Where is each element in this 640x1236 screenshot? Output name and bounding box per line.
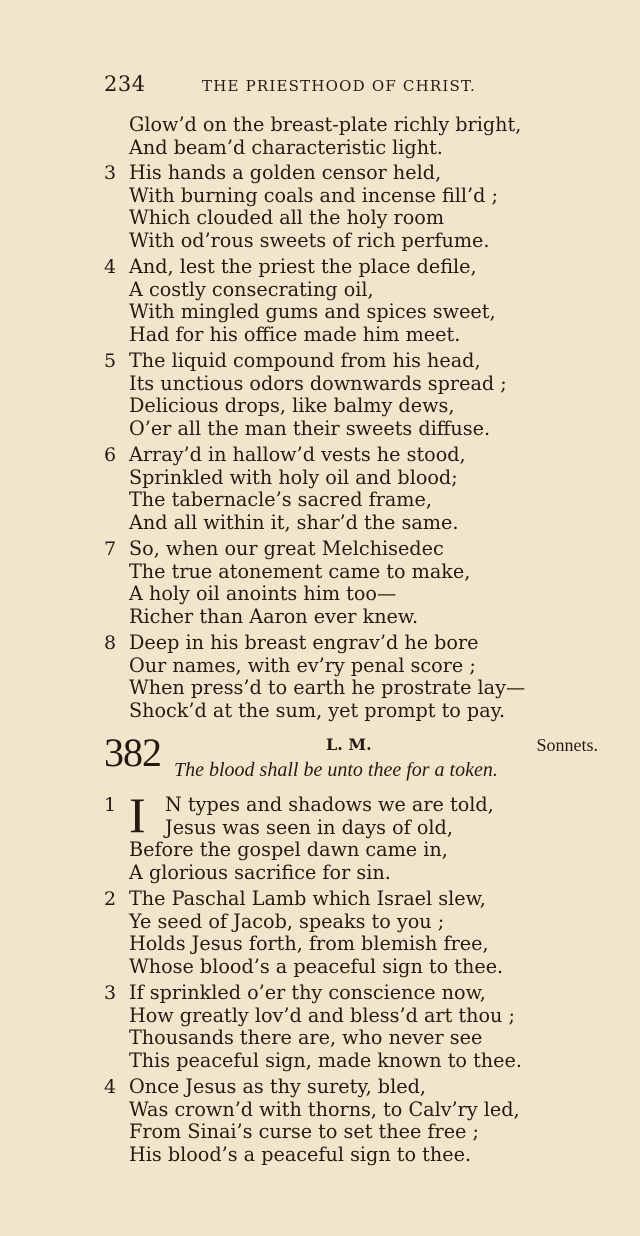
stanza-continuation bbox=[104, 114, 574, 159]
hymn-number: 382 bbox=[104, 730, 161, 775]
stanza-number: 4 bbox=[104, 256, 117, 278]
verse-line: So, when our great Melchisedec bbox=[129, 537, 444, 560]
stanza-3 bbox=[104, 982, 574, 1072]
verse-line: Sprinkled with holy oil and blood; bbox=[129, 465, 458, 489]
stanza-1 bbox=[104, 787, 574, 884]
stanza-number: 6 bbox=[104, 444, 117, 466]
verse-line: Ye seed of Jacob, speaks to you ; bbox=[129, 909, 445, 933]
verse-line: Richer than Aaron ever knew. bbox=[129, 604, 419, 628]
verse-line: This peaceful sign, made known to thee. bbox=[129, 1048, 522, 1072]
verse-line: Array’d in hallow’d vests he stood, bbox=[129, 443, 466, 466]
stanza-number: 1 bbox=[104, 794, 117, 816]
verse-line: The true atonement came to make, bbox=[129, 559, 471, 583]
page-number: 234 bbox=[104, 72, 146, 96]
verse-line: Glow’d on the breast-plate richly bright, bbox=[129, 113, 522, 136]
verse-line: If sprinkled o’er thy conscience now, bbox=[129, 981, 486, 1004]
verse-line: A holy oil anoints him too— bbox=[129, 582, 397, 606]
verse-line: The tabernacle’s sacred frame, bbox=[129, 488, 432, 512]
verse-line: Had for his office made him meet. bbox=[129, 322, 461, 346]
stanza-number: 3 bbox=[104, 982, 117, 1004]
stanza-5 bbox=[104, 350, 574, 440]
drop-cap: I bbox=[129, 787, 146, 843]
hymn-meter: L. M. bbox=[326, 735, 372, 754]
stanza-number: 5 bbox=[104, 350, 117, 372]
stanza-7 bbox=[104, 538, 574, 628]
hymn-epigraph: The blood shall be unto thee for a token. bbox=[174, 759, 498, 781]
verse-line: Deep in his breast engrav’d he bore bbox=[129, 631, 479, 654]
verse-line: Was crown’d with thorns, to Calv’ry led, bbox=[129, 1097, 520, 1121]
verse-line: Shock’d at the sum, yet prompt to pay. bbox=[129, 698, 506, 722]
verse-line: A glorious sacrifice for sin. bbox=[129, 860, 391, 884]
verse-line: Thousands there are, who never see bbox=[129, 1026, 483, 1050]
page-header bbox=[104, 72, 504, 102]
verse-line: Once Jesus as thy surety, bled, bbox=[129, 1075, 426, 1098]
verse-line: When press’d to earth he prostrate lay— bbox=[129, 676, 526, 700]
verse-line: With od’rous sweets of rich perfume. bbox=[129, 228, 490, 252]
verse-line: How greatly lov’d and bless’d art thou ; bbox=[129, 1003, 515, 1027]
hymn-heading bbox=[104, 730, 604, 785]
stanza-number: 8 bbox=[104, 632, 117, 654]
verse-line: From Sinai’s curse to set thee free ; bbox=[129, 1120, 479, 1144]
stanza-6 bbox=[104, 444, 574, 534]
stanza-number: 2 bbox=[104, 888, 117, 910]
verse-line: O’er all the man their sweets diffuse. bbox=[129, 416, 491, 440]
verse-line: Jesus was seen in days of old, bbox=[165, 815, 453, 839]
verse-line: Delicious drops, like balmy dews, bbox=[129, 394, 455, 418]
verse-line: His hands a golden censor held, bbox=[129, 161, 442, 184]
verse-line: And, lest the priest the place defile, bbox=[129, 255, 477, 278]
stanza-number: 4 bbox=[104, 1076, 117, 1098]
running-title: THE PRIESTHOOD OF CHRIST. bbox=[202, 77, 476, 95]
verse-line: Whose blood’s a peaceful sign to thee. bbox=[129, 954, 504, 978]
verse-line: The liquid compound from his head, bbox=[129, 349, 481, 372]
verse-line: Holds Jesus forth, from blemish free, bbox=[129, 932, 489, 956]
stanza-2 bbox=[104, 888, 574, 978]
verse-line: A costly consecrating oil, bbox=[129, 277, 374, 301]
hymn-tune: Sonnets. bbox=[536, 735, 598, 755]
verse-line: N types and shadows we are told, bbox=[165, 793, 494, 816]
verse-line: With mingled gums and spices sweet, bbox=[129, 300, 496, 324]
verse-line: Before the gospel dawn came in, bbox=[129, 838, 448, 862]
verse-line: His blood’s a peaceful sign to thee. bbox=[129, 1142, 472, 1166]
stanza-3 bbox=[104, 162, 574, 252]
verse-line: Our names, with ev’ry penal score ; bbox=[129, 653, 476, 677]
verse-line: Its unctious odors downwards spread ; bbox=[129, 371, 507, 395]
verse-line: Which clouded all the holy room bbox=[129, 206, 445, 230]
stanza-4 bbox=[104, 256, 574, 346]
stanza-4 bbox=[104, 1076, 574, 1166]
stanza-number: 3 bbox=[104, 162, 117, 184]
verse-line: And all within it, shar’d the same. bbox=[129, 510, 459, 534]
verse-line: With burning coals and incense fill’d ; bbox=[129, 183, 499, 207]
verse-line: And beam’d characteristic light. bbox=[129, 135, 443, 159]
stanza-number: 7 bbox=[104, 538, 117, 560]
verse-line: The Paschal Lamb which Israel slew, bbox=[129, 887, 486, 910]
stanza-8 bbox=[104, 632, 574, 722]
